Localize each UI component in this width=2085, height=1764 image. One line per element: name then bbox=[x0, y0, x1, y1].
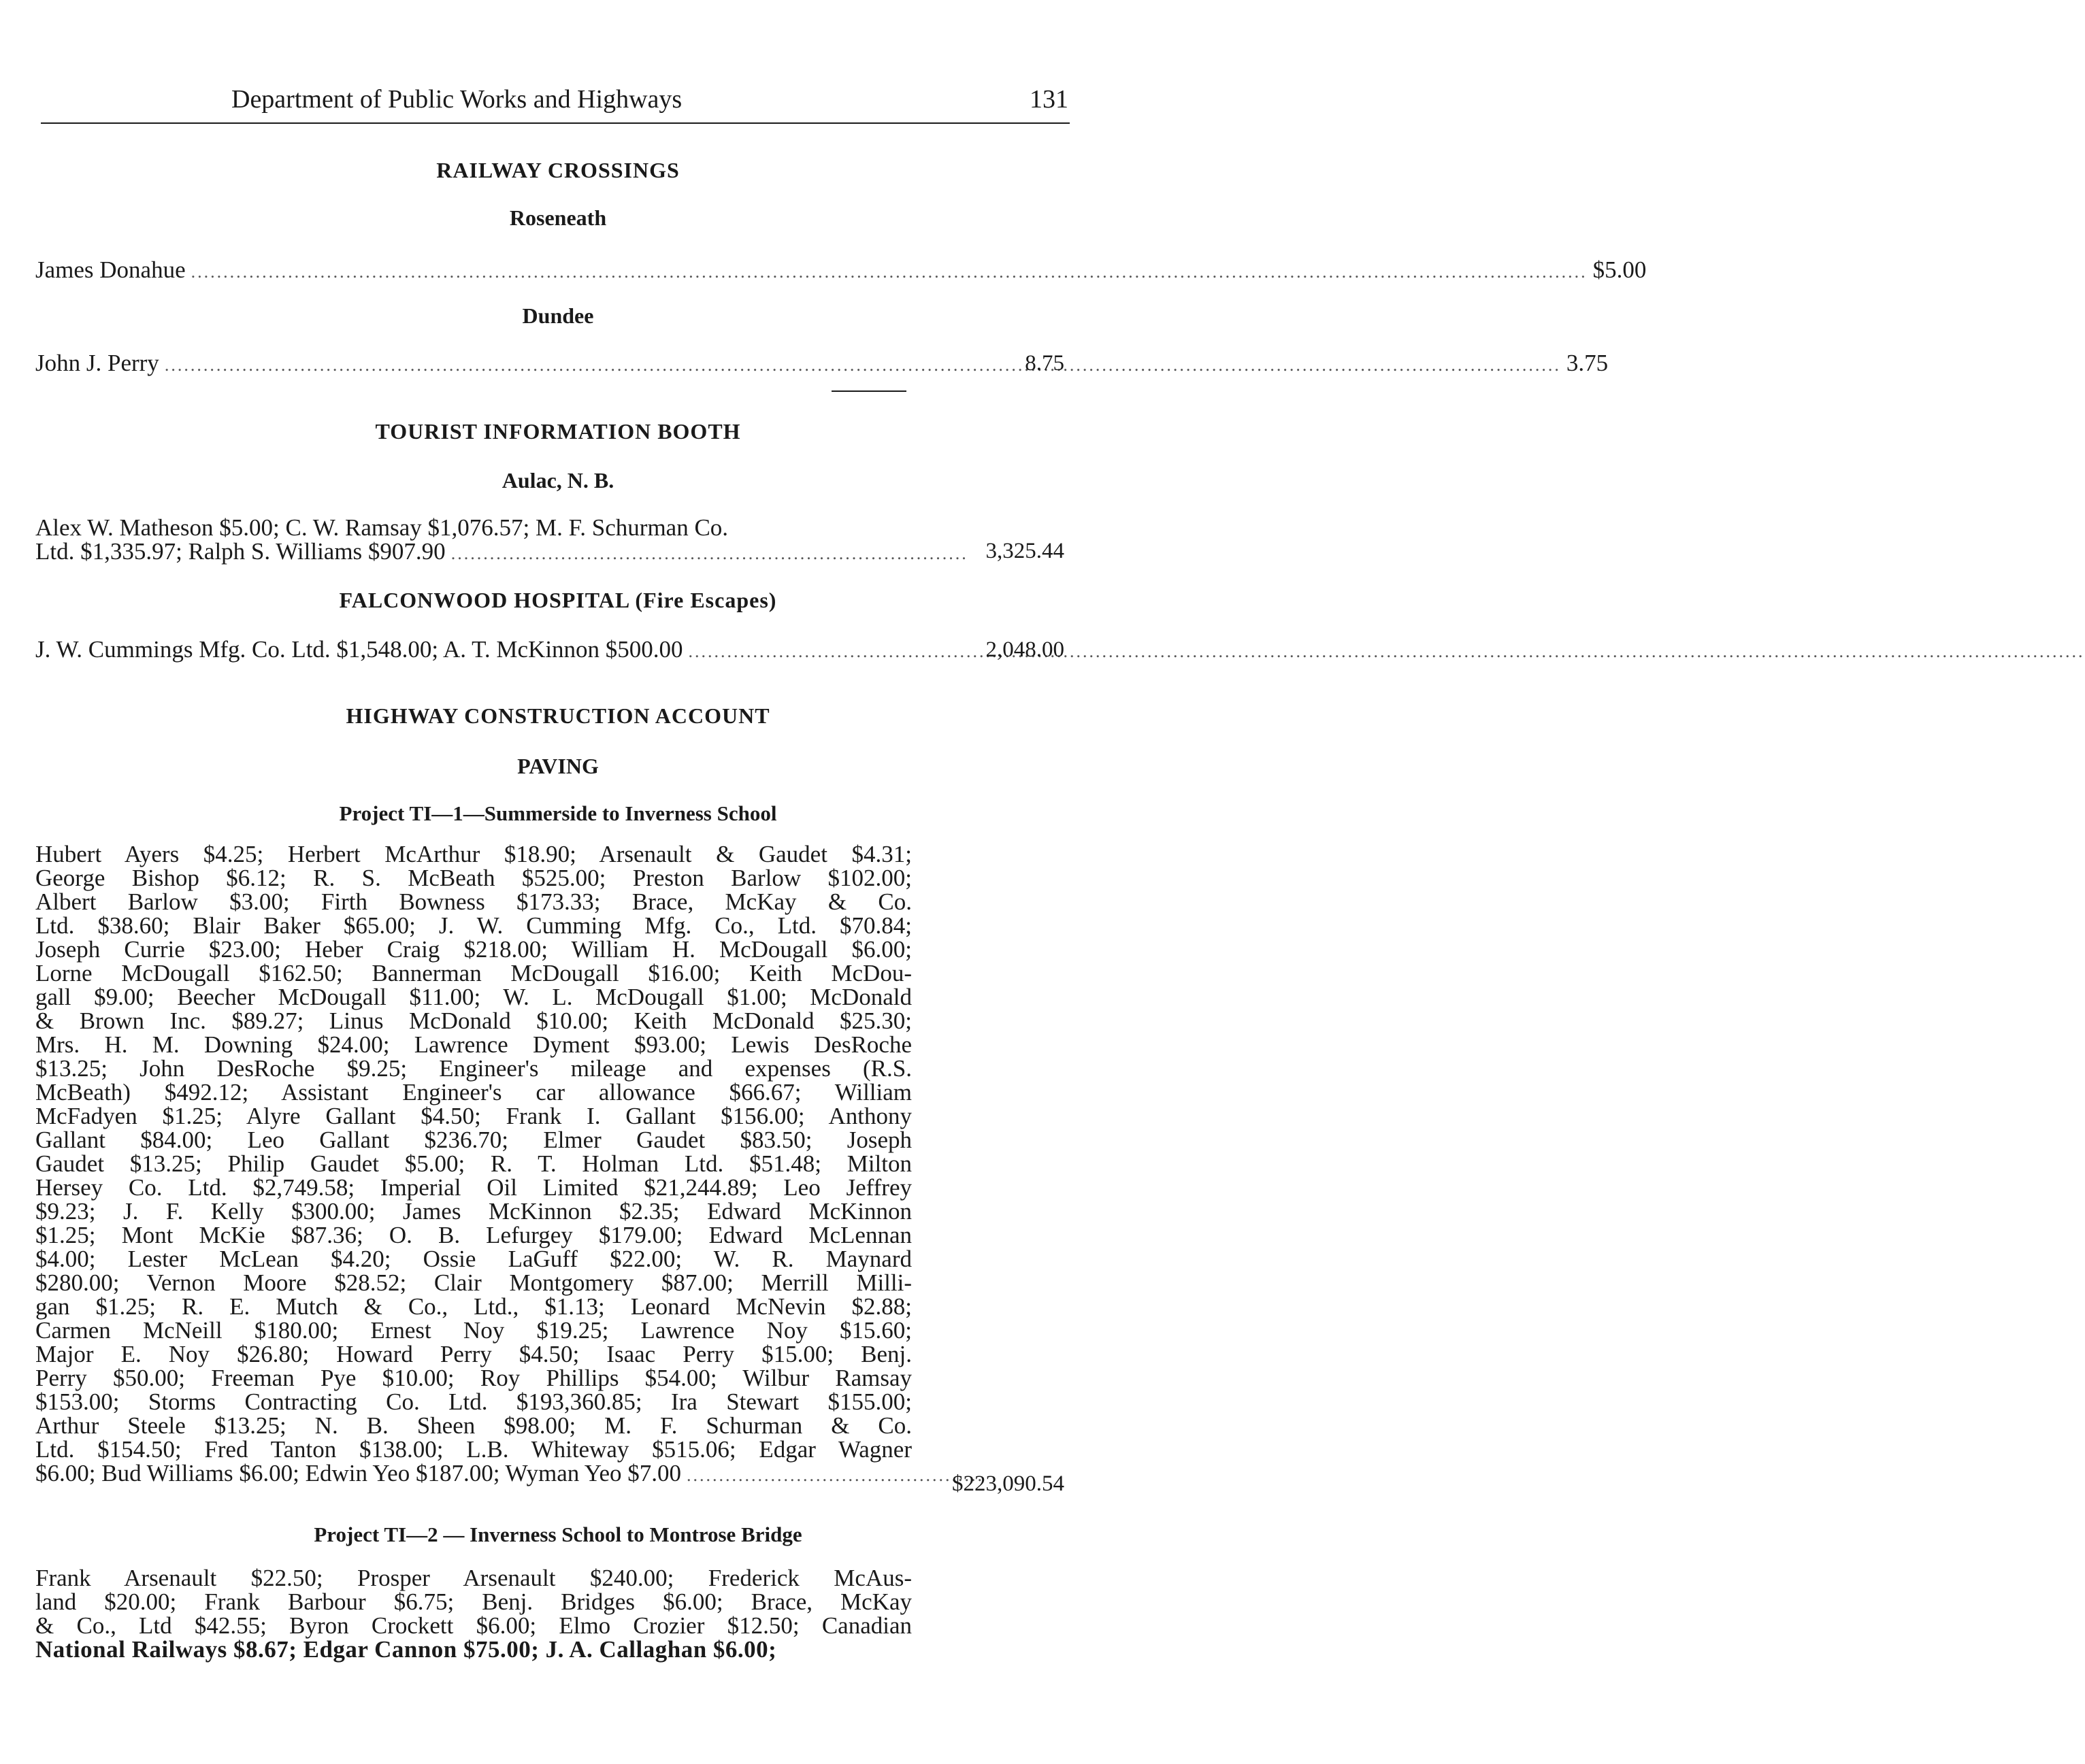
entry-line: Joseph Currie $23.00; Heber Craig $218.00; William H. McDougall $6.00; bbox=[35, 936, 912, 963]
entry-line: Hersey Co. Ltd. $2,749.58; Imperial Oil Limited $21,244.89; Leo Jeffrey bbox=[35, 1174, 912, 1201]
subtotal-rule bbox=[832, 390, 906, 392]
entry-line: $9.23; J. F. Kelly $300.00; James McKinnon $2.35; Edward McKinnon bbox=[35, 1198, 912, 1225]
dot-leader bbox=[165, 350, 1561, 380]
tourist-line-2 bbox=[35, 538, 968, 565]
highway-construction-heading: HIGHWAY CONSTRUCTION ACCOUNT bbox=[346, 703, 770, 728]
entry-line: land $20.00; Frank Barbour $6.75; Benj. Bridges $6.00; Brace, McKay bbox=[35, 1588, 912, 1615]
falconwood-entries bbox=[35, 635, 917, 665]
entry-line: gall $9.00; Beecher McDougall $11.00; W. L. McDougall $1.00; McDonald bbox=[35, 984, 912, 1010]
entry-line: Carmen McNeill $180.00; Ernest Noy $19.25; Lawrence Noy $15.60; bbox=[35, 1317, 912, 1344]
entry-line: gan $1.25; R. E. Mutch & Co., Ltd., $1.13; Leonard McNevin $2.88; bbox=[35, 1293, 912, 1320]
project-ti-2-entries bbox=[35, 1566, 912, 1661]
project-ti-2-title: Project TI—2 — Inverness School to Montrose Bridge bbox=[314, 1522, 802, 1546]
falconwood-heading: FALCONWOOD HOSPITAL (Fire Escapes) bbox=[339, 588, 777, 612]
entry-line: Lorne McDougall $162.50; Bannerman McDougall $16.00; Keith McDou- bbox=[35, 960, 912, 986]
entry-line: Mrs. H. M. Downing $24.00; Lawrence Dyment $93.00; Lewis DesRoche bbox=[35, 1031, 912, 1058]
page-number: 131 bbox=[1030, 85, 1068, 114]
dot-leader: ................................................................................ bbox=[450, 544, 968, 563]
entry-last-line bbox=[35, 1637, 912, 1661]
entry-last-line bbox=[35, 1460, 984, 1487]
entry-line: Hubert Ayers $4.25; Herbert McArthur $18.90; Arsenault & Gaudet $4.31; bbox=[35, 841, 912, 867]
entry-line: $4.00; Lester McLean $4.20; Ossie LaGuff $22.00; W. R. Maynard bbox=[35, 1246, 912, 1272]
falconwood-total: 2,048.00 bbox=[985, 637, 1064, 662]
railway-entry-donahue bbox=[35, 255, 1647, 285]
entry-name: James Donahue bbox=[35, 256, 186, 283]
entry-line: Major E. Noy $26.80; Howard Perry $4.50; Isaac Perry $15.00; Benj. bbox=[35, 1341, 912, 1367]
project-ti-1-total: $223,090.54 bbox=[952, 1471, 1064, 1496]
running-head bbox=[231, 83, 1068, 116]
tourist-entries bbox=[35, 514, 968, 565]
entry-line: & Brown Inc. $89.27; Linus McDonald $10.00; Keith McDonald $25.30; bbox=[35, 1008, 912, 1034]
dundee-subheading: Dundee bbox=[522, 303, 594, 328]
entry-line: McBeath) $492.12; Assistant Engineer's car allowance $66.67; William bbox=[35, 1079, 912, 1105]
entry-line: Arthur Steele $13.25; N. B. Sheen $98.00; M. F. Schurman & Co. bbox=[35, 1412, 912, 1439]
entry-amount: $5.00 bbox=[1592, 256, 1647, 283]
project-ti-1-title: Project TI—1—Summerside to Inverness School bbox=[339, 801, 777, 825]
tourist-line-1: Alex W. Matheson $5.00; C. W. Ramsay $1,076.57; M. F. Schurman Co. bbox=[35, 514, 729, 541]
dot-leader bbox=[191, 257, 1588, 287]
entry-line: McFadyen $1.25; Alyre Gallant $4.50; Frank I. Gallant $156.00; Anthony bbox=[35, 1103, 912, 1129]
entry-line: $13.25; John DesRoche $9.25; Engineer's mileage and expenses (R.S. bbox=[35, 1055, 912, 1082]
tourist-total: 3,325.44 bbox=[985, 539, 1064, 563]
entry-line: Gallant $84.00; Leo Gallant $236.70; Elmer Gaudet $83.50; Joseph bbox=[35, 1127, 912, 1153]
aulac-subheading: Aulac, N. B. bbox=[502, 468, 614, 493]
entry-line: & Co., Ltd $42.55; Byron Crockett $6.00; Elmo Crozier $12.50; Canadian bbox=[35, 1612, 912, 1639]
roseneath-subheading: Roseneath bbox=[509, 205, 607, 230]
entry-line: $153.00; Storms Contracting Co. Ltd. $193,360.85; Ira Stewart $155.00; bbox=[35, 1388, 912, 1415]
entry-line: $1.25; Mont McKie $87.36; O. B. Lefurgey $179.00; Edward McLennan bbox=[35, 1222, 912, 1248]
entry-line: Frank Arsenault $22.50; Prosper Arsenault $240.00; Frederick McAus- bbox=[35, 1565, 912, 1591]
entry-last-line-text: National Railways $8.67; Edgar Cannon $75.00; J. A. Callaghan $6.00; bbox=[35, 1636, 777, 1663]
railway-total: 8.75 bbox=[1025, 351, 1064, 376]
entry-line: Ltd. $154.50; Fred Tanton $138.00; L.B. Whiteway $515.06; Edgar Wagner bbox=[35, 1436, 912, 1463]
running-head-title: Department of Public Works and Highways bbox=[231, 85, 683, 114]
paving-subheading: PAVING bbox=[517, 754, 599, 778]
entry-line: $280.00; Vernon Moore $28.52; Clair Montgomery $87.00; Merrill Milli- bbox=[35, 1269, 912, 1296]
entry-last-line-text: $6.00; Bud Williams $6.00; Edwin Yeo $187.00; Wyman Yeo $7.00 bbox=[35, 1460, 681, 1486]
entry-name: John J. Perry bbox=[35, 350, 159, 376]
project-ti-1-entries bbox=[35, 841, 984, 1487]
header-rule bbox=[41, 122, 1070, 124]
entry-line: Perry $50.00; Freeman Pye $10.00; Roy Phillips $54.00; Wilbur Ramsay bbox=[35, 1365, 912, 1391]
entry-line: Albert Barlow $3.00; Firth Bowness $173.33; Brace, McKay & Co. bbox=[35, 888, 912, 915]
dot-leader bbox=[689, 637, 2085, 667]
dot-leader: .............................................. bbox=[687, 1465, 984, 1485]
tourist-line-2-text: Ltd. $1,335.97; Ralph S. Williams $907.90 bbox=[35, 538, 446, 565]
entry-line: George Bishop $6.12; R. S. McBeath $525.00; Preston Barlow $102.00; bbox=[35, 865, 912, 891]
railway-crossings-heading: RAILWAY CROSSINGS bbox=[436, 158, 680, 182]
falconwood-line: J. W. Cummings Mfg. Co. Ltd. $1,548.00; A. T. McKinnon $500.00 bbox=[35, 636, 683, 663]
entry-amount: 3.75 bbox=[1566, 350, 1609, 376]
entry-line: Ltd. $38.60; Blair Baker $65.00; J. W. Cumming Mfg. Co., Ltd. $70.84; bbox=[35, 912, 912, 939]
tourist-booth-heading: TOURIST INFORMATION BOOTH bbox=[375, 419, 741, 444]
entry-line: Gaudet $13.25; Philip Gaudet $5.00; R. T. Holman Ltd. $51.48; Milton bbox=[35, 1150, 912, 1177]
